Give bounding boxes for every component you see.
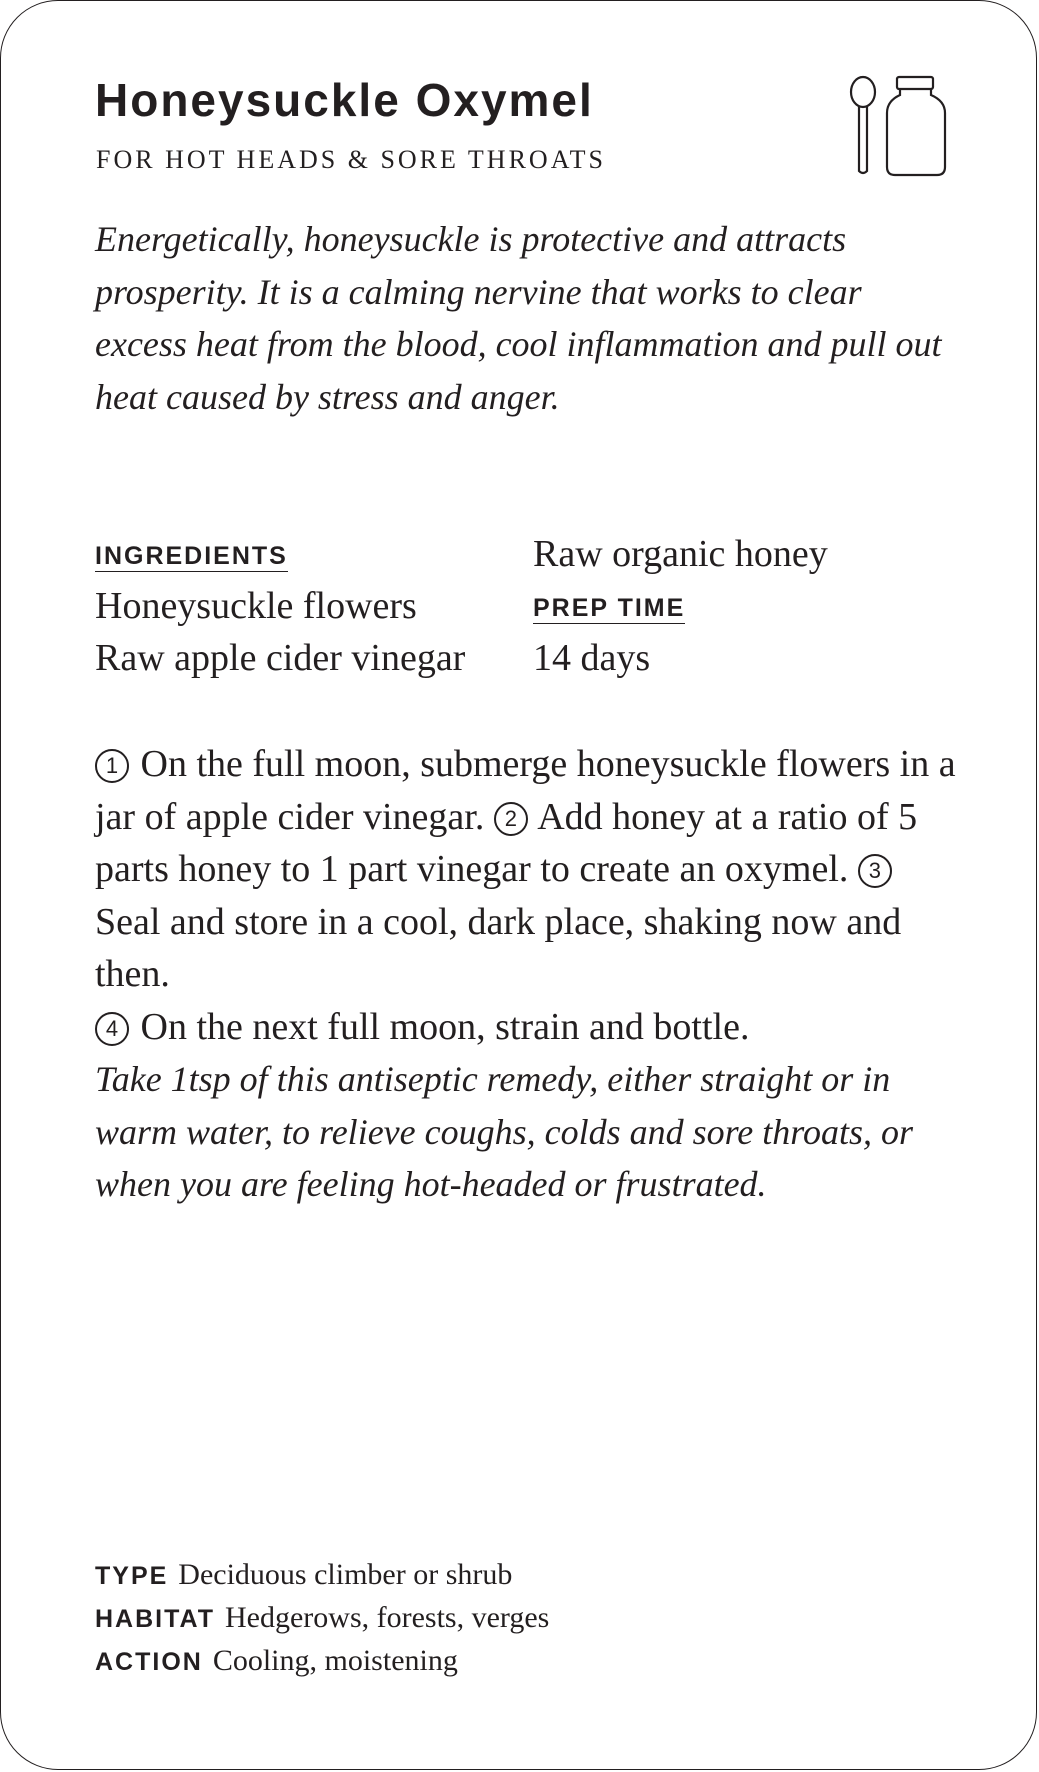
fact-habitat	[95, 1596, 549, 1639]
card-title: Honeysuckle Oxymel	[95, 74, 594, 126]
usage-note: Take 1tsp of this antiseptic remedy, either straight or in warm water, to relieve coughs, colds and sore throats, or when you are feeling hot-headed or frustrated.	[95, 1059, 913, 1204]
fact-label: TYPE	[95, 1562, 169, 1590]
icon-group	[845, 75, 949, 177]
step-text: On the next full moon, strain and bottle.	[140, 1005, 750, 1048]
ingredient-item: Honeysuckle flowers	[95, 585, 417, 627]
step-text: Add honey at a ratio of 5 parts honey to 1 part vinegar to create an oxymel.	[95, 795, 918, 890]
step-number-badge: 1	[95, 749, 129, 783]
step-number-badge: 3	[858, 854, 892, 888]
jar-icon	[887, 77, 945, 175]
plant-facts	[95, 1553, 549, 1682]
ingredients-column	[95, 528, 465, 684]
card-subtitle: FOR HOT HEADS & SORE THROATS	[96, 145, 606, 174]
spoon-icon	[851, 77, 875, 173]
prep-column	[533, 528, 828, 684]
step-number-badge: 2	[494, 802, 528, 836]
prep-time-heading: PREP TIME	[533, 594, 686, 623]
fact-label: HABITAT	[95, 1605, 215, 1633]
step-text: Seal and store in a cool, dark place, shaking now and then.	[95, 900, 902, 995]
fact-value: Hedgerows, forests, verges	[225, 1601, 550, 1634]
ingredients-heading: INGREDIENTS	[95, 542, 288, 571]
ingredient-item: Raw apple cider vinegar	[95, 637, 466, 679]
prep-time-value: 14 days	[533, 637, 651, 679]
ingredient-item: Raw organic honey	[533, 533, 828, 575]
fact-action	[95, 1639, 549, 1682]
step-text: On the full moon, submerge honeysuckle flowers in a jar of apple cider vinegar.	[95, 743, 956, 838]
fact-value: Deciduous climber or shrub	[178, 1558, 513, 1591]
fact-type	[95, 1553, 549, 1596]
fact-value: Cooling, moistening	[212, 1644, 458, 1677]
method-text	[95, 738, 965, 1211]
fact-label: ACTION	[95, 1648, 203, 1676]
intro-text: Energetically, honeysuckle is protective and attracts prosperity. It is a calming nervine that works to clear excess heat from the blood, cool inflammation and pull out heat caused by stress and anger.	[95, 219, 942, 417]
step-number-badge: 4	[95, 1012, 129, 1046]
